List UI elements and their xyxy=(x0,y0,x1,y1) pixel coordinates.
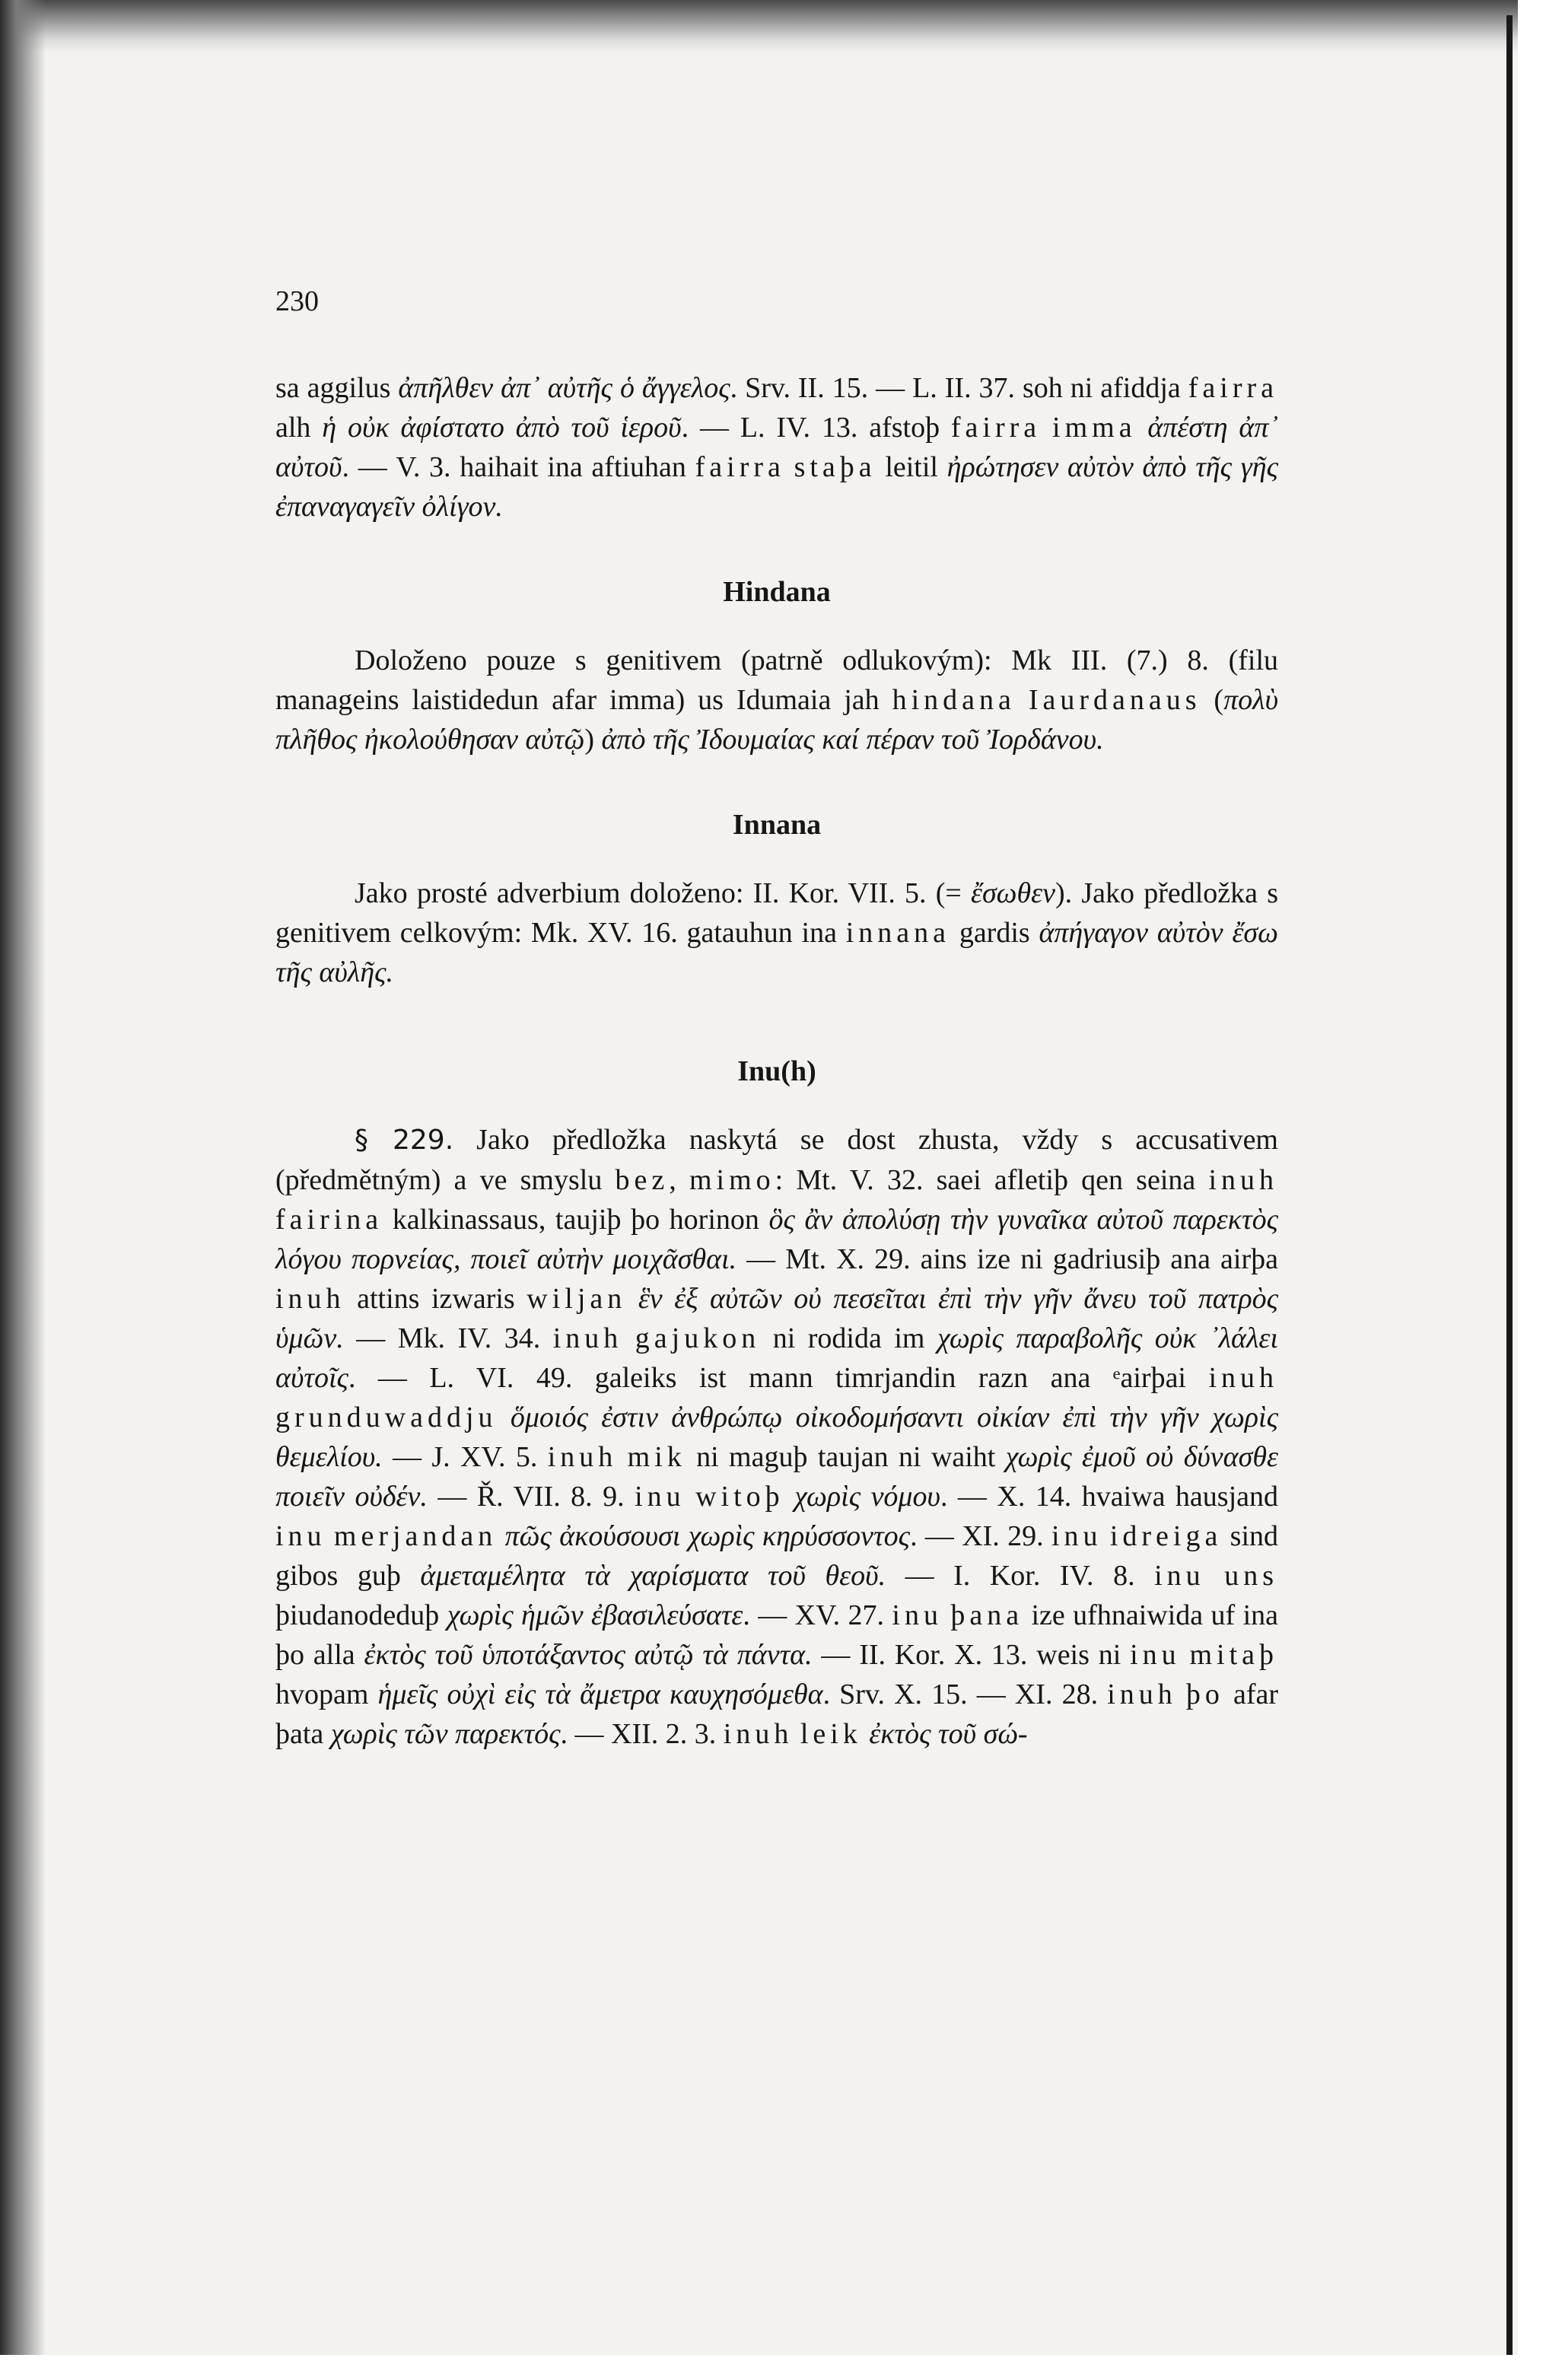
spaced-gothic-term: þana xyxy=(950,1599,1024,1631)
text-run: ize ufhnaiwida uf ina þo alla xyxy=(275,1599,1278,1671)
greek-quote: ἀπήγαγον αὐτὸν ἔσω τῆς αὐλῆς. xyxy=(275,917,1278,988)
greek-quote: ἔσωθεν xyxy=(970,877,1056,909)
text-run xyxy=(1041,412,1052,444)
spaced-gothic-term: merjandan xyxy=(333,1520,498,1552)
text-run xyxy=(1181,1639,1190,1671)
text-run: : Mt. V. 32. saei afletiþ qen seina xyxy=(775,1164,1209,1196)
text-run: Doloženo pouze s genitivem (patrně odlukovým): Mk III. (7.) 8. (filu manageins laistidedun afar imma) us Idumaia jah xyxy=(275,644,1278,716)
paragraph-innana xyxy=(275,873,1278,992)
text-run: ni rodida im xyxy=(760,1322,937,1354)
spaced-gothic-term: imma xyxy=(1052,412,1137,444)
scan-right-edge xyxy=(1506,15,1513,2380)
greek-quote: ἡ οὐκ ἀφίστατο ἀπὸ τοῦ ἱεροῦ xyxy=(322,412,682,444)
spaced-gothic-term: gajukon xyxy=(635,1322,761,1354)
text-run xyxy=(793,1718,800,1750)
text-run xyxy=(617,1441,627,1473)
spaced-gothic-term: Iaurdanaus xyxy=(1028,684,1201,716)
text-run: Jako prosté adverbium doloženo: II. Kor. VII. 5. (= xyxy=(355,877,971,909)
spaced-gothic-term: inuh xyxy=(275,1283,345,1315)
greek-quote: πολὺ πλῆθος ἠκολούθησαν αὐτῷ xyxy=(275,684,1279,756)
spaced-gothic-term: staþa xyxy=(794,451,876,483)
spaced-gothic-term: uns xyxy=(1224,1560,1278,1592)
text-run: hvopam xyxy=(275,1678,378,1710)
greek-quote: χωρὶς νόμου xyxy=(794,1481,940,1513)
text-run: . — X. 14. hvaiwa hausjand xyxy=(940,1481,1279,1513)
text-run: — Mt. X. 29. ains ize ni gadriusiþ ana airþa xyxy=(736,1243,1278,1275)
spaced-gothic-term: inu xyxy=(275,1520,326,1552)
text-run: gardis xyxy=(950,917,1039,949)
text-run: — J. XV. 5. xyxy=(382,1441,548,1473)
greek-quote: χωρὶς ἐμοῦ οὐ δύνασθε ποιεῖν οὐδέν. xyxy=(275,1441,1279,1513)
text-run: ) xyxy=(584,724,602,756)
spaced-gothic-term: inu xyxy=(1130,1639,1181,1671)
spaced-gothic-term: fairra xyxy=(695,451,785,483)
greek-quote: ἡμεῖς οὐχὶ εἰς τὰ ἄμετρα καυχησόμεθα xyxy=(377,1678,823,1710)
paragraph-hindana xyxy=(275,641,1278,759)
text-run: , xyxy=(669,1164,689,1196)
spaced-gothic-term: witoþ xyxy=(695,1481,784,1513)
greek-quote: ἀμεταμέλητα τὰ χαρίσματα τοῦ θεοῦ. xyxy=(420,1560,886,1592)
text-run: . Srv. II. 15. — L. II. 37. soh ni afiddja xyxy=(730,372,1188,404)
text-run xyxy=(498,1402,511,1433)
scan-left-shadow xyxy=(0,0,46,2380)
greek-quote: χωρὶς τῶν παρεκτός xyxy=(330,1718,561,1750)
text-run: sa aggilus xyxy=(275,372,399,404)
greek-quote: πῶς ἀκούσουσι χωρὶς κηρύσσοντος xyxy=(504,1520,911,1552)
spaced-gothic-term: inuh xyxy=(547,1441,618,1473)
paragraph-fairra-cont xyxy=(275,368,1278,527)
spaced-gothic-term: hindana xyxy=(892,684,1016,716)
spaced-gothic-term: inu xyxy=(892,1599,943,1631)
spaced-gothic-term: idreiga xyxy=(1109,1520,1223,1552)
text-run xyxy=(622,1322,635,1354)
text-run xyxy=(784,1481,794,1513)
spaced-gothic-term: grunduwaddju xyxy=(275,1402,498,1433)
text-run: . Srv. X. 15. — XI. 28. xyxy=(822,1678,1108,1710)
page-number: 230 xyxy=(275,285,319,317)
spaced-gothic-term: inu xyxy=(1154,1560,1205,1592)
spaced-gothic-term: inu xyxy=(1051,1520,1102,1552)
greek-quote: ὅμοιός ἐστιν ἀνθρώπῳ οἰκοδομήσαντι οἰκίαν ἐπὶ τὴν γῆν χωρὶς θεμελίου. xyxy=(275,1402,1278,1473)
spaced-gothic-term: bez xyxy=(615,1164,670,1196)
scan-bottom-margin xyxy=(0,2355,1518,2380)
spaced-gothic-term: fairra xyxy=(950,412,1042,444)
text-run: þiudanodeduþ xyxy=(275,1599,447,1631)
text-run: . — XII. 2. 3. xyxy=(560,1718,724,1750)
spaced-gothic-term: leik xyxy=(800,1718,862,1750)
text-run: leitil xyxy=(876,451,947,483)
text-run: — I. Kor. IV. 8. xyxy=(886,1560,1155,1592)
text-run: attins izwaris xyxy=(345,1283,527,1315)
spaced-gothic-term: wiljan xyxy=(526,1283,627,1315)
text-run: afar þata xyxy=(275,1678,1279,1750)
paragraph-inuh xyxy=(275,1120,1278,1754)
text-run: sind gibos guþ xyxy=(275,1520,1279,1592)
spaced-gothic-term: fairina xyxy=(275,1204,383,1236)
spaced-gothic-term: þo xyxy=(1185,1678,1224,1710)
spaced-gothic-term: fairra xyxy=(1188,372,1278,404)
text-run xyxy=(1177,1678,1186,1710)
text-run xyxy=(1102,1520,1110,1552)
spaced-gothic-term: inuh xyxy=(552,1322,623,1354)
text-run xyxy=(1016,684,1029,716)
greek-quote: χωρὶς παραβολῆς οὐκ ᾽λάλει αὐτοῖς xyxy=(275,1322,1278,1394)
greek-quote: ἀπῆλθεν ἀπ᾽ αὐτῆς ὁ ἄγγελος xyxy=(398,372,730,404)
spaced-gothic-term: inuh xyxy=(723,1718,794,1750)
spaced-gothic-term: mimo xyxy=(689,1164,775,1196)
greek-quote: ἠρώτησεν αὐτὸν ἀπὸ τῆς γῆς ἐπαναγαγεῖν ὀλίγον. xyxy=(275,451,1279,523)
text-run: kalkinassaus, taujiþ þo horinon xyxy=(383,1204,769,1236)
greek-quote: ἐκτὸς τοῦ σώ- xyxy=(869,1718,1028,1750)
text-run xyxy=(326,1520,334,1552)
greek-quote: ἀπέστη ἀπ᾽ αὐτοῦ xyxy=(275,412,1279,483)
text-run xyxy=(1205,1560,1225,1592)
spaced-gothic-term: inuh xyxy=(1208,1362,1278,1394)
heading-inuh: Inu(h) xyxy=(737,1055,816,1087)
greek-quote: ἐκτὸς τοῦ ὑποτάξαντος αὐτῷ τὰ πάντα. xyxy=(364,1639,813,1671)
text-run: . — L. VI. 49. galeiks ist mann timrjandin razn ana ᵉairþai xyxy=(348,1362,1209,1394)
spaced-gothic-term: inuh xyxy=(1107,1678,1177,1710)
text-run xyxy=(785,451,794,483)
text-run xyxy=(497,1520,504,1552)
heading-hindana: Hindana xyxy=(723,576,831,608)
text-run: — Ř. VII. 8. 9. xyxy=(427,1481,635,1513)
section-number: § 229. xyxy=(355,1125,454,1156)
text-run: . — L. IV. 13. afstoþ xyxy=(681,412,951,444)
text-run xyxy=(626,1283,638,1315)
text-run xyxy=(943,1599,950,1631)
text-run: . — XV. 27. xyxy=(743,1599,892,1631)
text-run: — II. Kor. X. 13. weis ni xyxy=(812,1639,1131,1671)
spaced-gothic-term: mik xyxy=(627,1441,686,1473)
text-run: ). Jako předložka s genitivem celkovým: Mk. XV. 16. gatauhun ina xyxy=(275,877,1278,949)
page-content xyxy=(275,282,1278,1754)
text-run xyxy=(686,1481,695,1513)
greek-quote: ἓν ἐξ αὐτῶν οὐ πεσεῖται ἐπὶ τὴν γῆν ἄνευ τοῦ πατρὸς ὑμῶν. xyxy=(275,1283,1279,1354)
text-run: . — V. 3. haihait ina aftiuhan xyxy=(342,451,695,483)
text-run xyxy=(862,1718,870,1750)
text-run: ( xyxy=(1201,684,1224,716)
scan-top-shadow xyxy=(0,0,1518,53)
spaced-gothic-term: inuh xyxy=(1208,1164,1279,1196)
greek-quote: ἀπὸ τῆς Ἰδουμαίας καί πέραν τοῦ Ἰορδάνου. xyxy=(601,724,1104,756)
text-run xyxy=(1137,412,1148,444)
spaced-gothic-term: mitaþ xyxy=(1189,1639,1279,1671)
text-run: . — XI. 29. xyxy=(910,1520,1051,1552)
spaced-gothic-term: inu xyxy=(635,1481,686,1513)
heading-innana: Innana xyxy=(732,809,822,841)
spaced-gothic-term: innana xyxy=(845,917,951,949)
text-run: alh xyxy=(275,412,323,444)
text-run: — Mk. IV. 34. xyxy=(343,1322,553,1354)
greek-quote: ὃς ἂν ἀπολύσῃ τὴν γυναῖκα αὐτοῦ παρεκτὸς λόγου πορνείας, ποιεῖ αὐτὴν μοιχᾶσθαι. xyxy=(275,1204,1278,1275)
text-run: ni maguþ taujan ni waiht xyxy=(686,1441,1006,1473)
greek-quote: χωρὶς ἡμῶν ἐβασιλεύσατε xyxy=(447,1599,743,1631)
text-run: Jako předložka naskytá se dost zhusta, vždy s accusativem (předmětným) a ve smyslu xyxy=(275,1124,1278,1196)
